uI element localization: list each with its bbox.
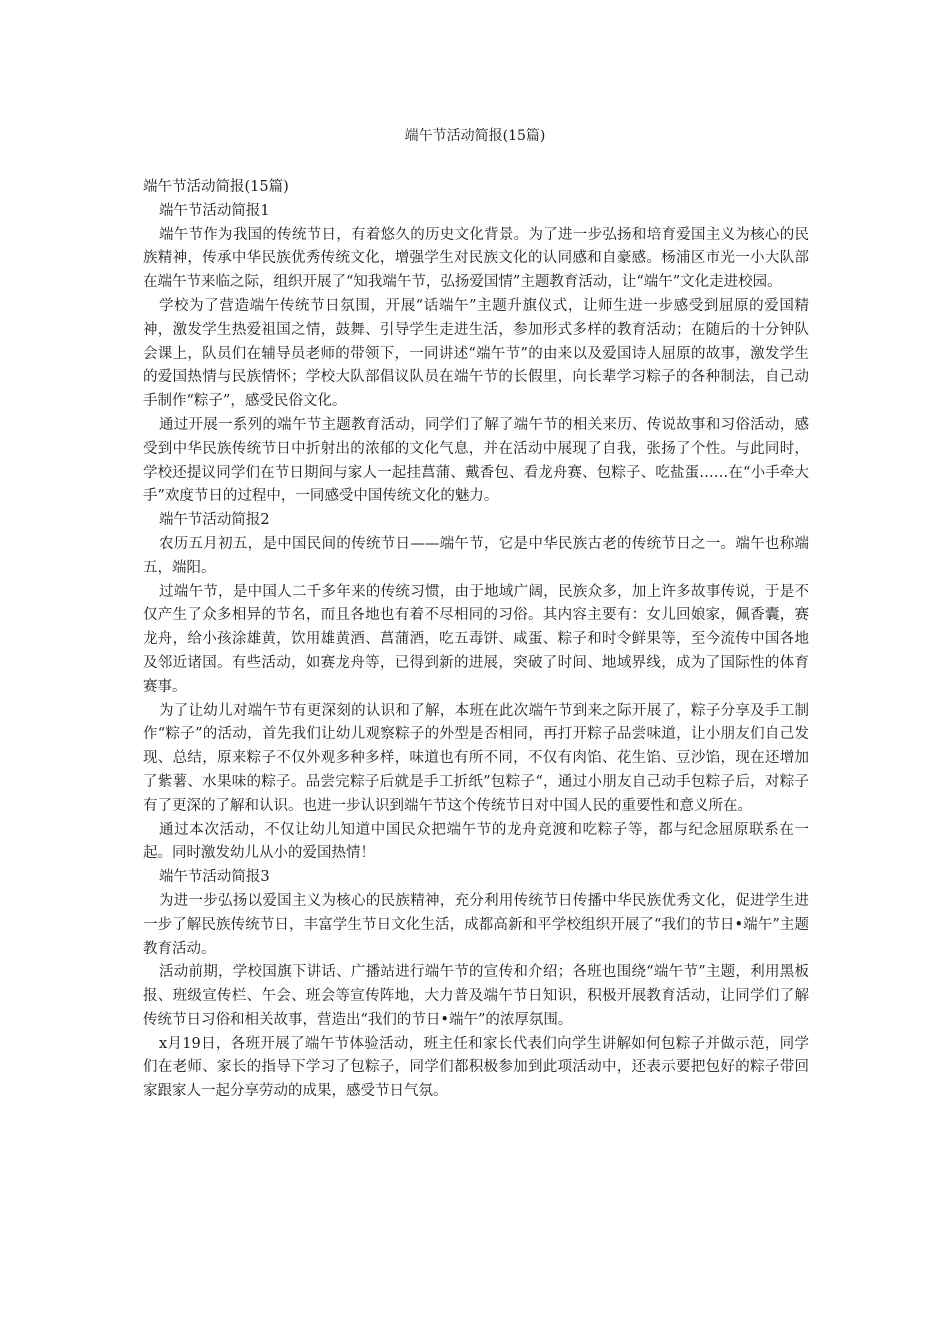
paragraph: 通过开展一系列的端午节主题教育活动，同学们了解了端午节的相关来历、传说故事和习俗活动，感受到中华民族传统节日中折射出的浓郁的文化气息，并在活动中展现了自我，张扬了个性。与此同时，学校还提议同学们在节日期间与家人一起挂菖蒲、戴香包、看龙舟赛、包粽子、吃盐蛋……在“小手牵大手”欢度节日的过程中，一同感受中国传统文化的魅力。 [143, 416, 809, 505]
paragraph: x月19日，各班开展了端午节体验活动，班主任和家长代表们向学生讲解如何包粽子并做示范，同学们在老师、家长的指导下学习了包粽子，同学们都积极参加到此项活动中，还表示要把包好的粽子带回家跟家人一起分享劳动的成果，感受节日气氛。 [143, 1035, 809, 1100]
paragraph: 为进一步弘扬以爱国主义为核心的民族精神，充分利用传统节日传播中华民族优秀文化，促进学生进一步了解民族传统节日，丰富学生节日文化生活，成都高新和平学校组织开展了“我们的节日•端午”主题教育活动。 [143, 892, 809, 957]
document-title: 端午节活动简报(15篇) [404, 128, 546, 144]
paragraph: 为了让幼儿对端午节有更深刻的认识和了解，本班在此次端午节到来之际开展了，粽子分享及手工制作“粽子”的活动，首先我们让幼儿观察粽子的外型是否相同，再打开粽子品尝味道，让小朋友们自己发现、总结，原来粽子不仅外观多种多样，味道也有所不同，不仅有肉馅、花生馅、豆沙馅，现在还增加了紫薯、水果味的粽子。品尝完粽子后就是手工折纸”包粽子“，通过小朋友自己动手包粽子后，对粽子有了更深的了解和认识。也进一步认识到端午节这个传统节日对中国人民的重要性和意义所在。 [143, 702, 809, 814]
section-heading: 端午节活动简报2 [158, 512, 270, 529]
section-heading: 端午节活动简报3 [158, 869, 270, 886]
paragraph: 通过本次活动，不仅让幼儿知道中国民众把端午节的龙舟竞渡和吃粽子等，都与纪念屈原联系在一起。同时激发幼儿从小的爱国热情！ [143, 821, 809, 862]
document-body [143, 176, 809, 1104]
paragraph: 学校为了营造端午传统节日氛围，开展“话端午”主题升旗仪式，让师生进一步感受到屈原的爱国精神，激发学生热爱祖国之情，鼓舞、引导学生走进生活，参加形式多样的教育活动；在随后的十分钟队会课上，队员们在辅导员老师的带领下，一同讲述“端午节”的由来以及爱国诗人屈原的故事，激发学生的爱国热情与民族情怀；学校大队部倡议队员在端午节的长假里，向长辈学习粽子的各种制法，自己动手制作“粽子”，感受民俗文化。 [143, 297, 809, 410]
paragraph: 过端午节，是中国人二千多年来的传统习惯，由于地域广阔，民族众多，加上许多故事传说，于是不仅产生了众多相异的节名，而且各地也有着不尽相同的习俗。其内容主要有：女儿回娘家，佩香囊，赛龙舟，给小孩涂雄黄，饮用雄黄酒、菖蒲酒，吃五毒饼、咸蛋、粽子和时令鲜果等，至今流传中国各地及邻近诸国。有些活动，如赛龙舟等，已得到新的进展，突破了时间、地域界线，成为了国际性的体育赛事。 [143, 583, 809, 695]
section-heading: 端午节活动简报1 [158, 202, 270, 219]
paragraph: 农历五月初五，是中国民间的传统节日——端午节，它是中华民族古老的传统节日之一。端午也称端五，端阳。 [143, 535, 809, 576]
document-subtitle: 端午节活动简报(15篇) [143, 179, 289, 195]
paragraph: 活动前期，学校国旗下讲话、广播站进行端午节的宣传和介绍；各班也围绕“端午节”主题，利用黑板报、班级宣传栏、午会、班会等宣传阵地，大力普及端午节日知识，积极开展教育活动，让同学们了解传统节日习俗和相关故事，营造出“我们的节日•端午”的浓厚氛围。 [143, 964, 809, 1028]
paragraph: 端午节作为我国的传统节日，有着悠久的历史文化背景。为了进一步弘扬和培育爱国主义为核心的民族精神，传承中华民族优秀传统文化，增强学生对民族文化的认同感和自豪感。杨浦区市光一小大队部在端午节来临之际，组织开展了“知我端午节，弘扬爱国情”主题教育活动，让“端午”文化走进校园。 [143, 226, 809, 291]
